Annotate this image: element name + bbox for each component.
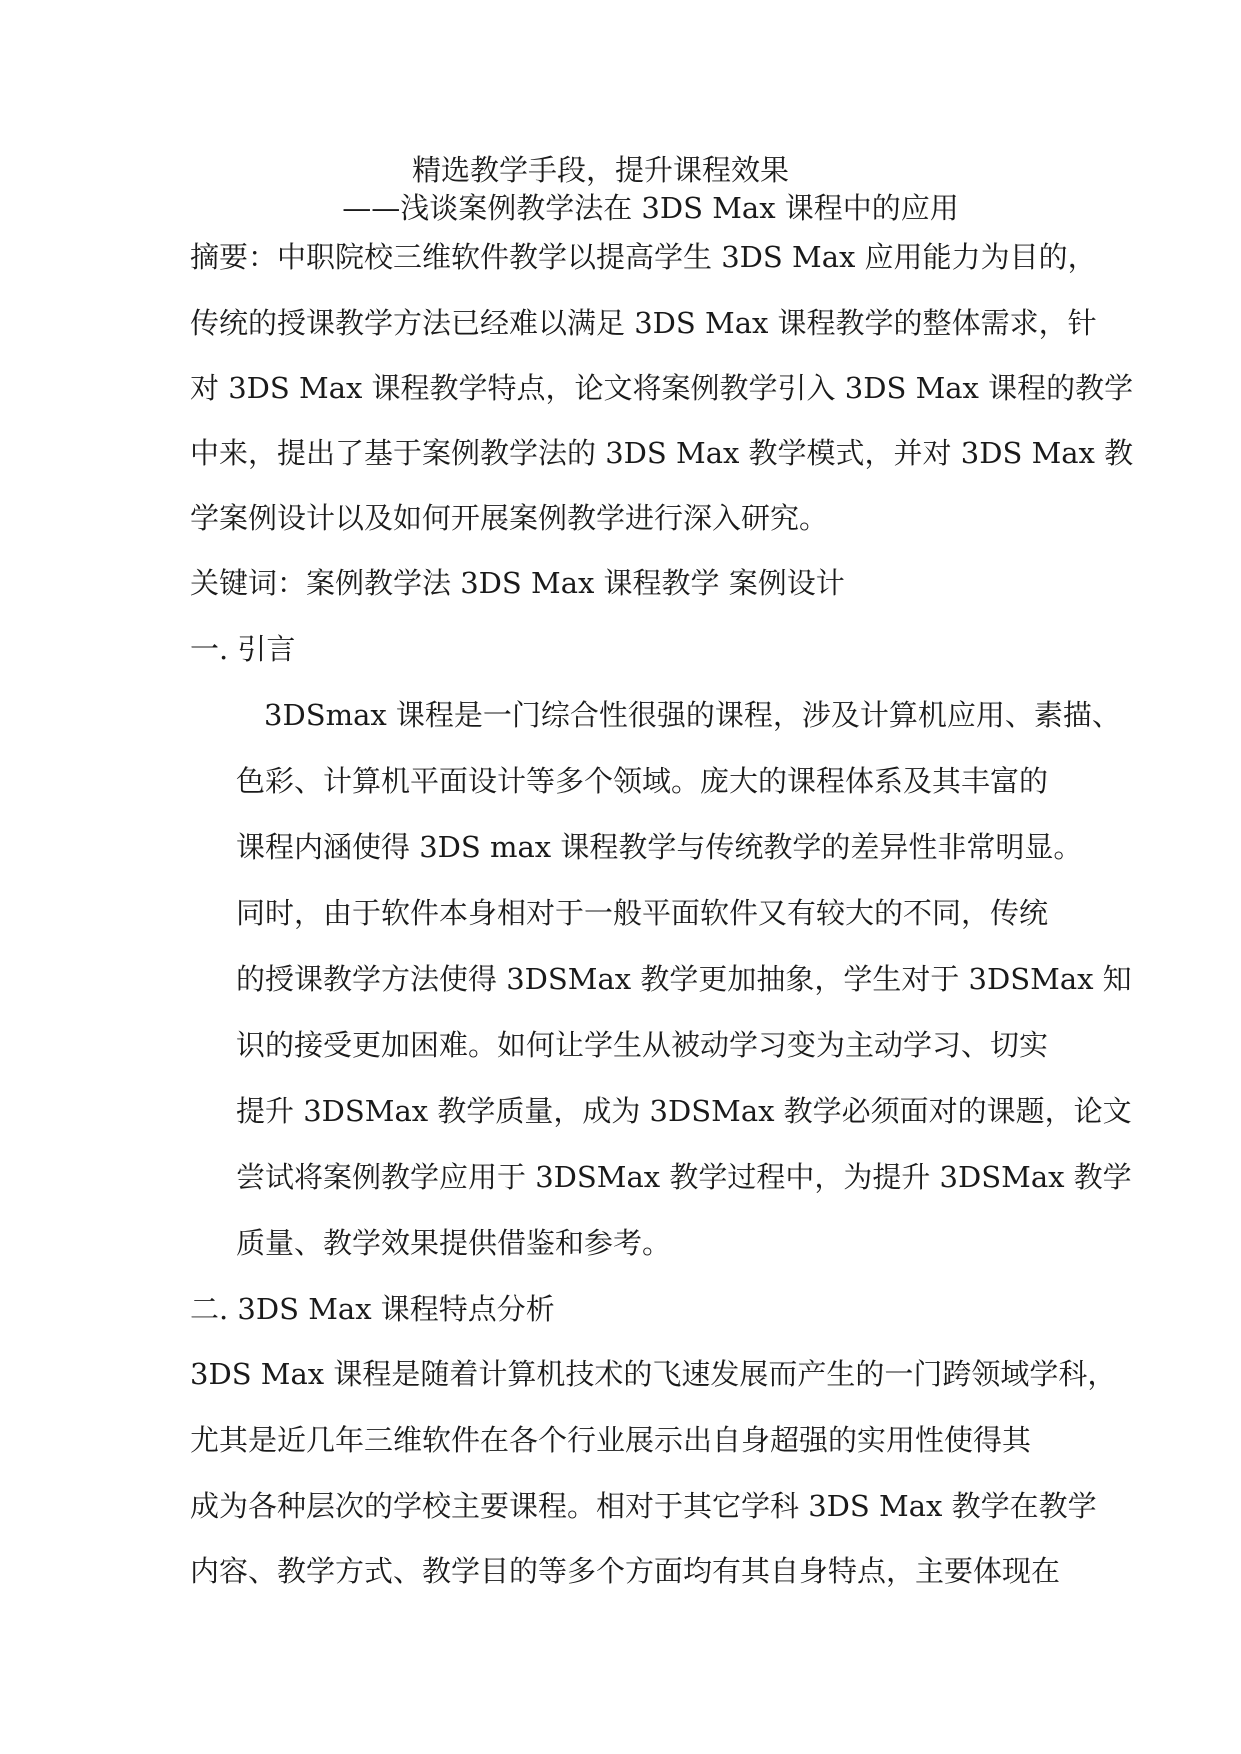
- paragraph-line: 色彩、计算机平面设计等多个领域。庞大的课程体系及其丰富的: [236, 764, 1049, 798]
- paragraph-line: 的授课教学方法使得 3DSMax 教学更加抽象，学生对于 3DSMax 知: [236, 962, 1132, 996]
- paragraph-line: 3DS Max 课程是随着计算机技术的飞速发展而产生的一门跨领域学科，: [190, 1357, 1117, 1391]
- paragraph-line: 尝试将案例教学应用于 3DSMax 教学过程中，为提升 3DSMax 教学: [236, 1160, 1132, 1194]
- paragraph-line: 同时，由于软件本身相对于一般平面软件又有较大的不同，传统: [236, 896, 1049, 930]
- abstract-line: 摘要：中职院校三维软件教学以提高学生 3DS Max 应用能力为目的，: [190, 240, 1097, 274]
- section-heading-introduction: 一. 引言: [190, 632, 296, 666]
- document-title: 精选教学手段，提升课程效果: [411, 153, 789, 187]
- abstract-line: 传统的授课教学方法已经难以满足 3DS Max 课程教学的整体需求，针: [190, 306, 1097, 340]
- paragraph-line: 内容、教学方式、教学目的等多个方面均有其自身特点，主要体现在: [190, 1554, 1061, 1588]
- paragraph-line: 质量、教学效果提供借鉴和参考。: [236, 1226, 672, 1260]
- paragraph-line: 尤其是近几年三维软件在各个行业展示出自身超强的实用性使得其: [190, 1423, 1032, 1457]
- paragraph-line: 课程内涵使得 3DS max 课程教学与传统教学的差异性非常明显。: [236, 830, 1083, 864]
- keywords: 关键词：案例教学法 3DS Max 课程教学 案例设计: [190, 566, 845, 600]
- paragraph-line: 提升 3DSMax 教学质量，成为 3DSMax 教学必须面对的课题，论文: [236, 1094, 1132, 1128]
- abstract-line: 对 3DS Max 课程教学特点，论文将案例教学引入 3DS Max 课程的教学: [190, 371, 1134, 405]
- paragraph-line: 3DSmax 课程是一门综合性很强的课程，涉及计算机应用、素描、: [264, 698, 1121, 732]
- paragraph-line: 成为各种层次的学校主要课程。相对于其它学科 3DS Max 教学在教学: [190, 1489, 1097, 1523]
- section-heading-course-features: 二. 3DS Max 课程特点分析: [190, 1292, 555, 1326]
- document-subtitle: ——浅谈案例教学法在 3DS Max 课程中的应用: [342, 191, 959, 225]
- paragraph-line: 识的接受更加困难。如何让学生从被动学习变为主动学习、切实: [236, 1028, 1049, 1062]
- abstract-line: 中来，提出了基于案例教学法的 3DS Max 教学模式，并对 3DS Max 教: [190, 436, 1134, 470]
- abstract-line: 学案例设计以及如何开展案例教学进行深入研究。: [190, 501, 829, 535]
